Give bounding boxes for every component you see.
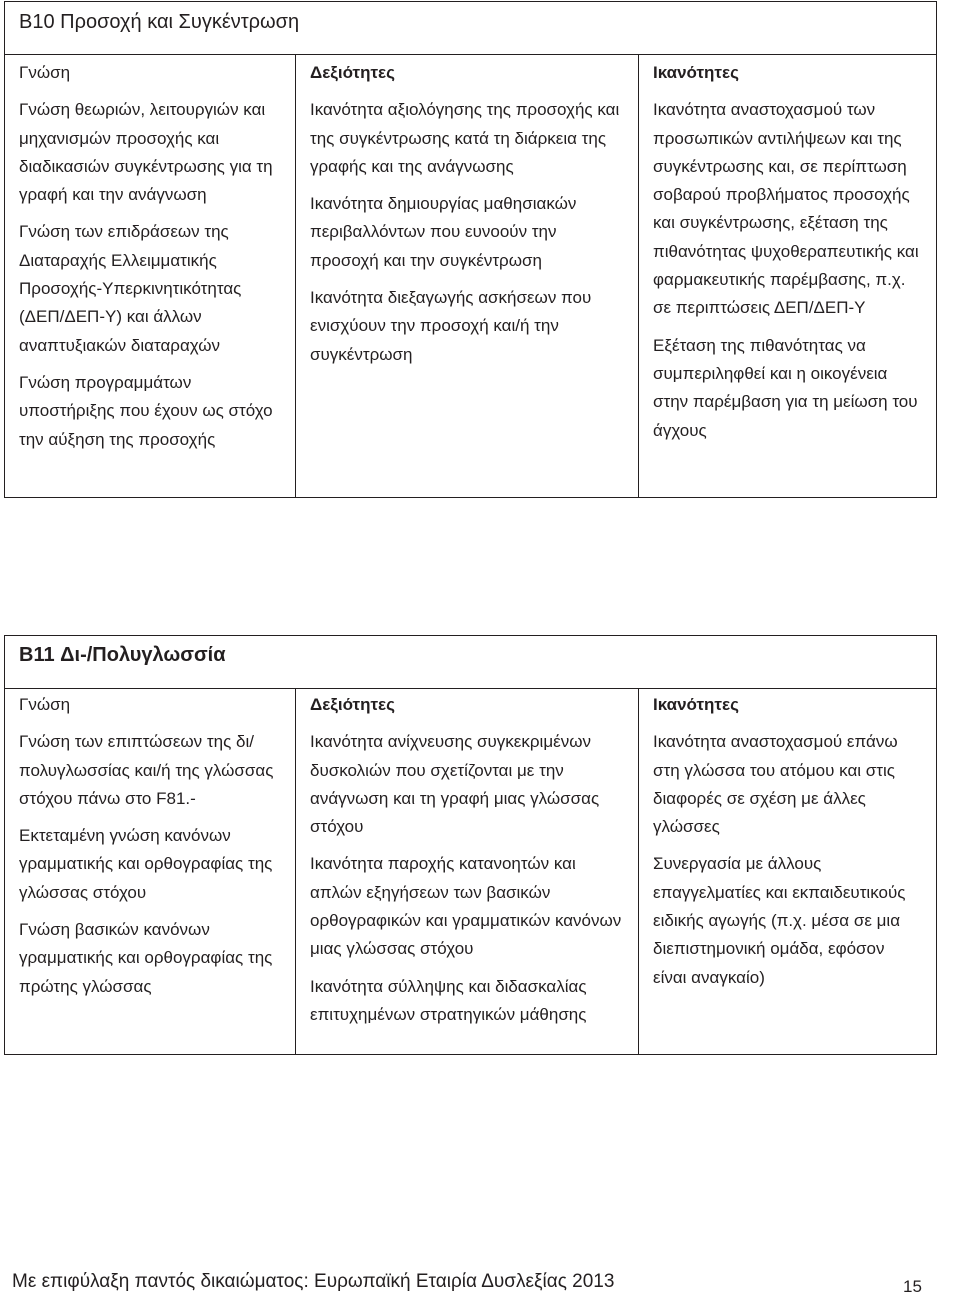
page-footer: Με επιφύλαξη παντός δικαιώματος: Ευρωπαϊκή Εταιρία Δυσλεξίας 2013 [12,1271,615,1292]
column-heading-competences: Ικανότητες [653,695,739,714]
module-table-b10 [4,1,937,498]
module-title: B11 Δι-/Πολυγλωσσία [19,644,226,666]
competences-item: Συνεργασία με άλλους επαγγελματίες και εκπαιδευτικούς ειδικής αγωγής (π.χ. μέσα σε μια διεπιστημονική ομάδα, εφόσον είναι αναγκαίο) [653,854,906,987]
column-heading-skills: Δεξιότητες [310,63,395,82]
skills-item: Ικανότητα σύλληψης και διδασκαλίας επιτυχημένων στρατηγικών μάθησης [310,976,587,1024]
skills-item: Ικανότητα αξιολόγησης της προσοχής και της συγκέντρωσης κατά τη διάρκεια της γραφής και της ανάγνωσης [310,100,620,176]
knowledge-item: Γνώση βασικών κανόνων γραμματικής και ορθογραφίας της πρώτης γλώσσας [19,920,273,996]
module-title-cell [5,636,937,689]
knowledge-item: Γνώση των επιδράσεων της Διαταραχής Ελλειμματικής Προσοχής-Υπερκινητικότητας (ΔΕΠ/ΔΕΠ-Υ) και άλλων αναπτυξιακών διαταραχών [19,222,242,355]
competences-column [639,55,937,498]
module-title-cell [5,2,937,55]
skills-column [296,55,639,498]
knowledge-column [5,689,296,1055]
column-heading-competences: Ικανότητες [653,63,739,82]
page-number: 15 [903,1277,922,1296]
competences-column [639,689,937,1055]
skills-item: Ικανότητα διεξαγωγής ασκήσεων που ενισχύουν την προσοχή και/ή την συγκέντρωση [310,288,592,364]
skills-item: Ικανότητα παροχής κατανοητών και απλών εξηγήσεων των βασικών ορθογραφικών και γραμματικών κανόνων μιας γλώσσας στόχου [310,854,622,959]
competences-item: Ικανότητα αναστοχασμού των προσωπικών αντιλήψεων και της συγκέντρωσης και, σε περίπτωση σοβαρού προβλήματος προσοχής και συγκέντρωσης, εξέταση της πιθανότητας ψυχοθεραπευτικής και φαρμακευτικής παρέμβασης, π.χ. σε περιπτώσεις ΔΕΠ/ΔΕΠ-Υ [653,100,919,318]
skills-column [296,689,639,1055]
knowledge-column [5,55,296,498]
skills-item: Ικανότητα ανίχνευσης συγκεκριμένων δυσκολιών που σχετίζονται με την ανάγνωση και τη γραφή μιας γλώσσας στόχου [310,732,600,837]
knowledge-item: Γνώση προγραμμάτων υποστήριξης που έχουν ως στόχο την αύξηση της προσοχής [19,372,273,449]
knowledge-item: Γνώση των επιπτώσεων της δι/πολυγλωσσίας και/ή της γλώσσας στόχου πάνω στο F81.- [19,732,274,808]
knowledge-item: Εκτεταμένη γνώση κανόνων γραμματικής και ορθογραφίας της γλώσσας στόχου [19,826,273,902]
skills-item: Ικανότητα δημιουργίας μαθησιακών περιβαλλόντων που ευνοούν την προσοχή και την συγκέντρωση [310,194,577,270]
module-table-b11 [4,635,937,1055]
module-title: B10 Προσοχή και Συγκέντρωση [19,11,300,33]
competences-item: Ικανότητα αναστοχασμού επάνω στη γλώσσα του ατόμου και στις διαφορές σε σχέση με άλλες γλώσσες [653,732,898,837]
knowledge-item: Γνώση θεωριών, λειτουργιών και μηχανισμών προσοχής και διαδικασιών συγκέντρωσης για τη γραφή και την ανάγνωση [19,100,273,205]
column-heading-skills: Δεξιότητες [310,695,395,714]
competences-item: Εξέταση της πιθανότητας να συμπεριληφθεί και η οικογένεια στην παρέμβαση για τη μείωση του άγχους [653,335,918,440]
column-heading-knowledge: Γνώση [19,63,71,82]
column-heading-knowledge: Γνώση [19,695,71,714]
